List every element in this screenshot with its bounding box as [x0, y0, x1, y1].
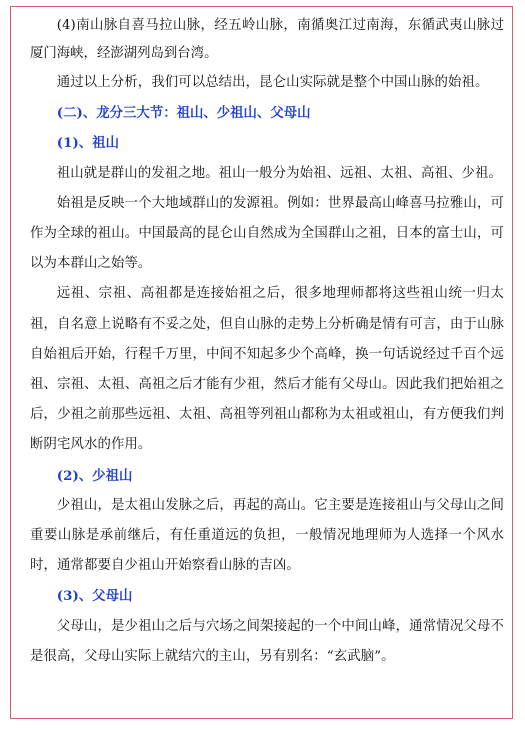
paragraph-conclusion: 通过以上分析，我们可以总结出，昆仑山实际就是整个中国山脉的始祖。 [56, 75, 489, 90]
paragraph-minor-ancestral: 少祖山，是太祖山发脉之后，再起的高山。它主要是连接祖山与父母山之间重要山脉是承前继后，有任重道远的负担，一般情况地理师为人选择一个风水时，通常都要自少祖山开始察看山脉的吉凶。 [30, 497, 504, 574]
subheading-parent-mountain: (3)、父母山 [56, 588, 133, 605]
paragraph-ancestral-definition: 祖山就是群山的发祖之地。祖山一般分为始祖、远祖、太祖、高祖、少祖。 [56, 165, 502, 181]
paragraph-south-range: (4)南山脉自喜马拉山脉，经五岭山脉，南循奥江过南海，东循武夷山脉过厦门海峡，经澎湖列岛到台湾。 [30, 18, 504, 61]
subheading-minor-ancestral-mountain: (2)、少祖山 [56, 467, 133, 484]
document-body [30, 12, 504, 672]
paragraph-parent-mountain: 父母山，是少祖山之后与穴场之间架接起的一个中间山峰，通常情况父母不是很高，父母山实际上就结穴的主山，另有别名：“玄武脑”。 [30, 618, 504, 664]
subheading-ancestral-mountain: (1)、祖山 [56, 135, 119, 152]
section-heading-three-nodes: (二)、龙分三大节：祖山、少祖山、父母山 [56, 105, 311, 122]
paragraph-distant-ancestors: 远祖、宗祖、高祖都是连接始祖之后，很多地理师都将这些祖山统一归太祖，自名意上说略有不妥之处，但自山脉的走势上分析确是情有可言，由于山脉自始祖后开始，行程千万里，中间不知起多少个高峰，换一句话说经过千百个远祖、宗祖、太祖、高祖之后才能有少祖，然后才能有父母山。因此我们把始祖之后，少祖之前那些远祖、太祖、高祖等列祖山都称为太祖或祖山，有方便我们判断阴宅风水的作用。 [30, 286, 504, 453]
paragraph-primordial-ancestor: 始祖是反映一个大地域群山的发源祖。例如：世界最高山峰喜马拉雅山，可作为全球的祖山。中国最高的昆仑山自然成为全国群山之祖，日本的富士山，可以为本群山之始等。 [30, 195, 504, 272]
